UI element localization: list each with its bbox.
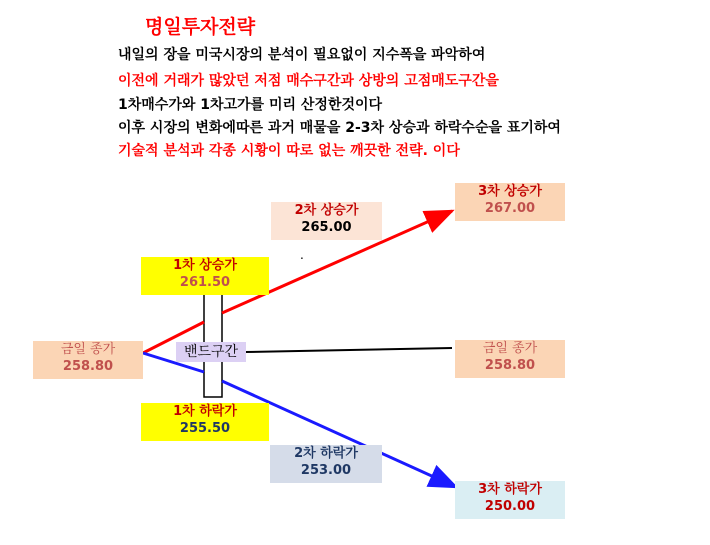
close-right-label: 금일 종가 [482,341,538,356]
up1-box [141,257,269,295]
down2-box [270,445,382,483]
down3-label: 3차 하락가 [478,482,542,497]
description-line-3: 1차매수가와 1차고가를 미리 산정한것이다 [118,97,383,113]
description-line-2: 이전에 거래가 많았던 저점 매수구간과 상방의 고점매도구간을 [118,73,499,89]
down1-label: 1차 하락가 [173,404,237,419]
down2-value: 253.00 [300,463,352,478]
close-right-value: 258.80 [484,358,536,373]
flat-line [246,348,452,352]
up1-label: 1차 상승가 [173,258,237,273]
close-left-value: 258.80 [62,359,114,374]
down2-label: 2차 하락가 [294,446,358,461]
band-label: 밴드구간 [176,342,246,362]
up3-box [455,183,565,221]
description-line-4: 이후 시장의 변화에따른 과거 매물을 2-3차 상승과 하락수순을 표기하여 [118,120,561,136]
up2-value: 265.00 [301,220,352,235]
up3-value: 267.00 [484,201,536,216]
page-title: 명일투자전략 [145,16,256,38]
up2-box [271,202,382,240]
down3-value: 250.00 [484,499,536,514]
up3-label: 3차 상승가 [478,184,542,199]
down3-box [455,481,565,519]
description-line-1: 내일의 장을 미국시장의 분석이 필요없이 지수폭을 파악하여 [118,47,486,63]
close-left-box [33,341,143,379]
close-right-box [455,340,565,378]
down1-value: 255.50 [179,421,231,436]
up1-value: 261.50 [179,275,231,290]
close-left-label: 금일 종가 [60,342,116,357]
dot-mark: . [300,248,304,262]
down1-box [141,403,269,441]
description-line-5: 기술적 분석과 각종 시황이 따로 없는 깨끗한 전략. 이다 [118,143,460,159]
up2-label: 2차 상승가 [294,203,359,218]
